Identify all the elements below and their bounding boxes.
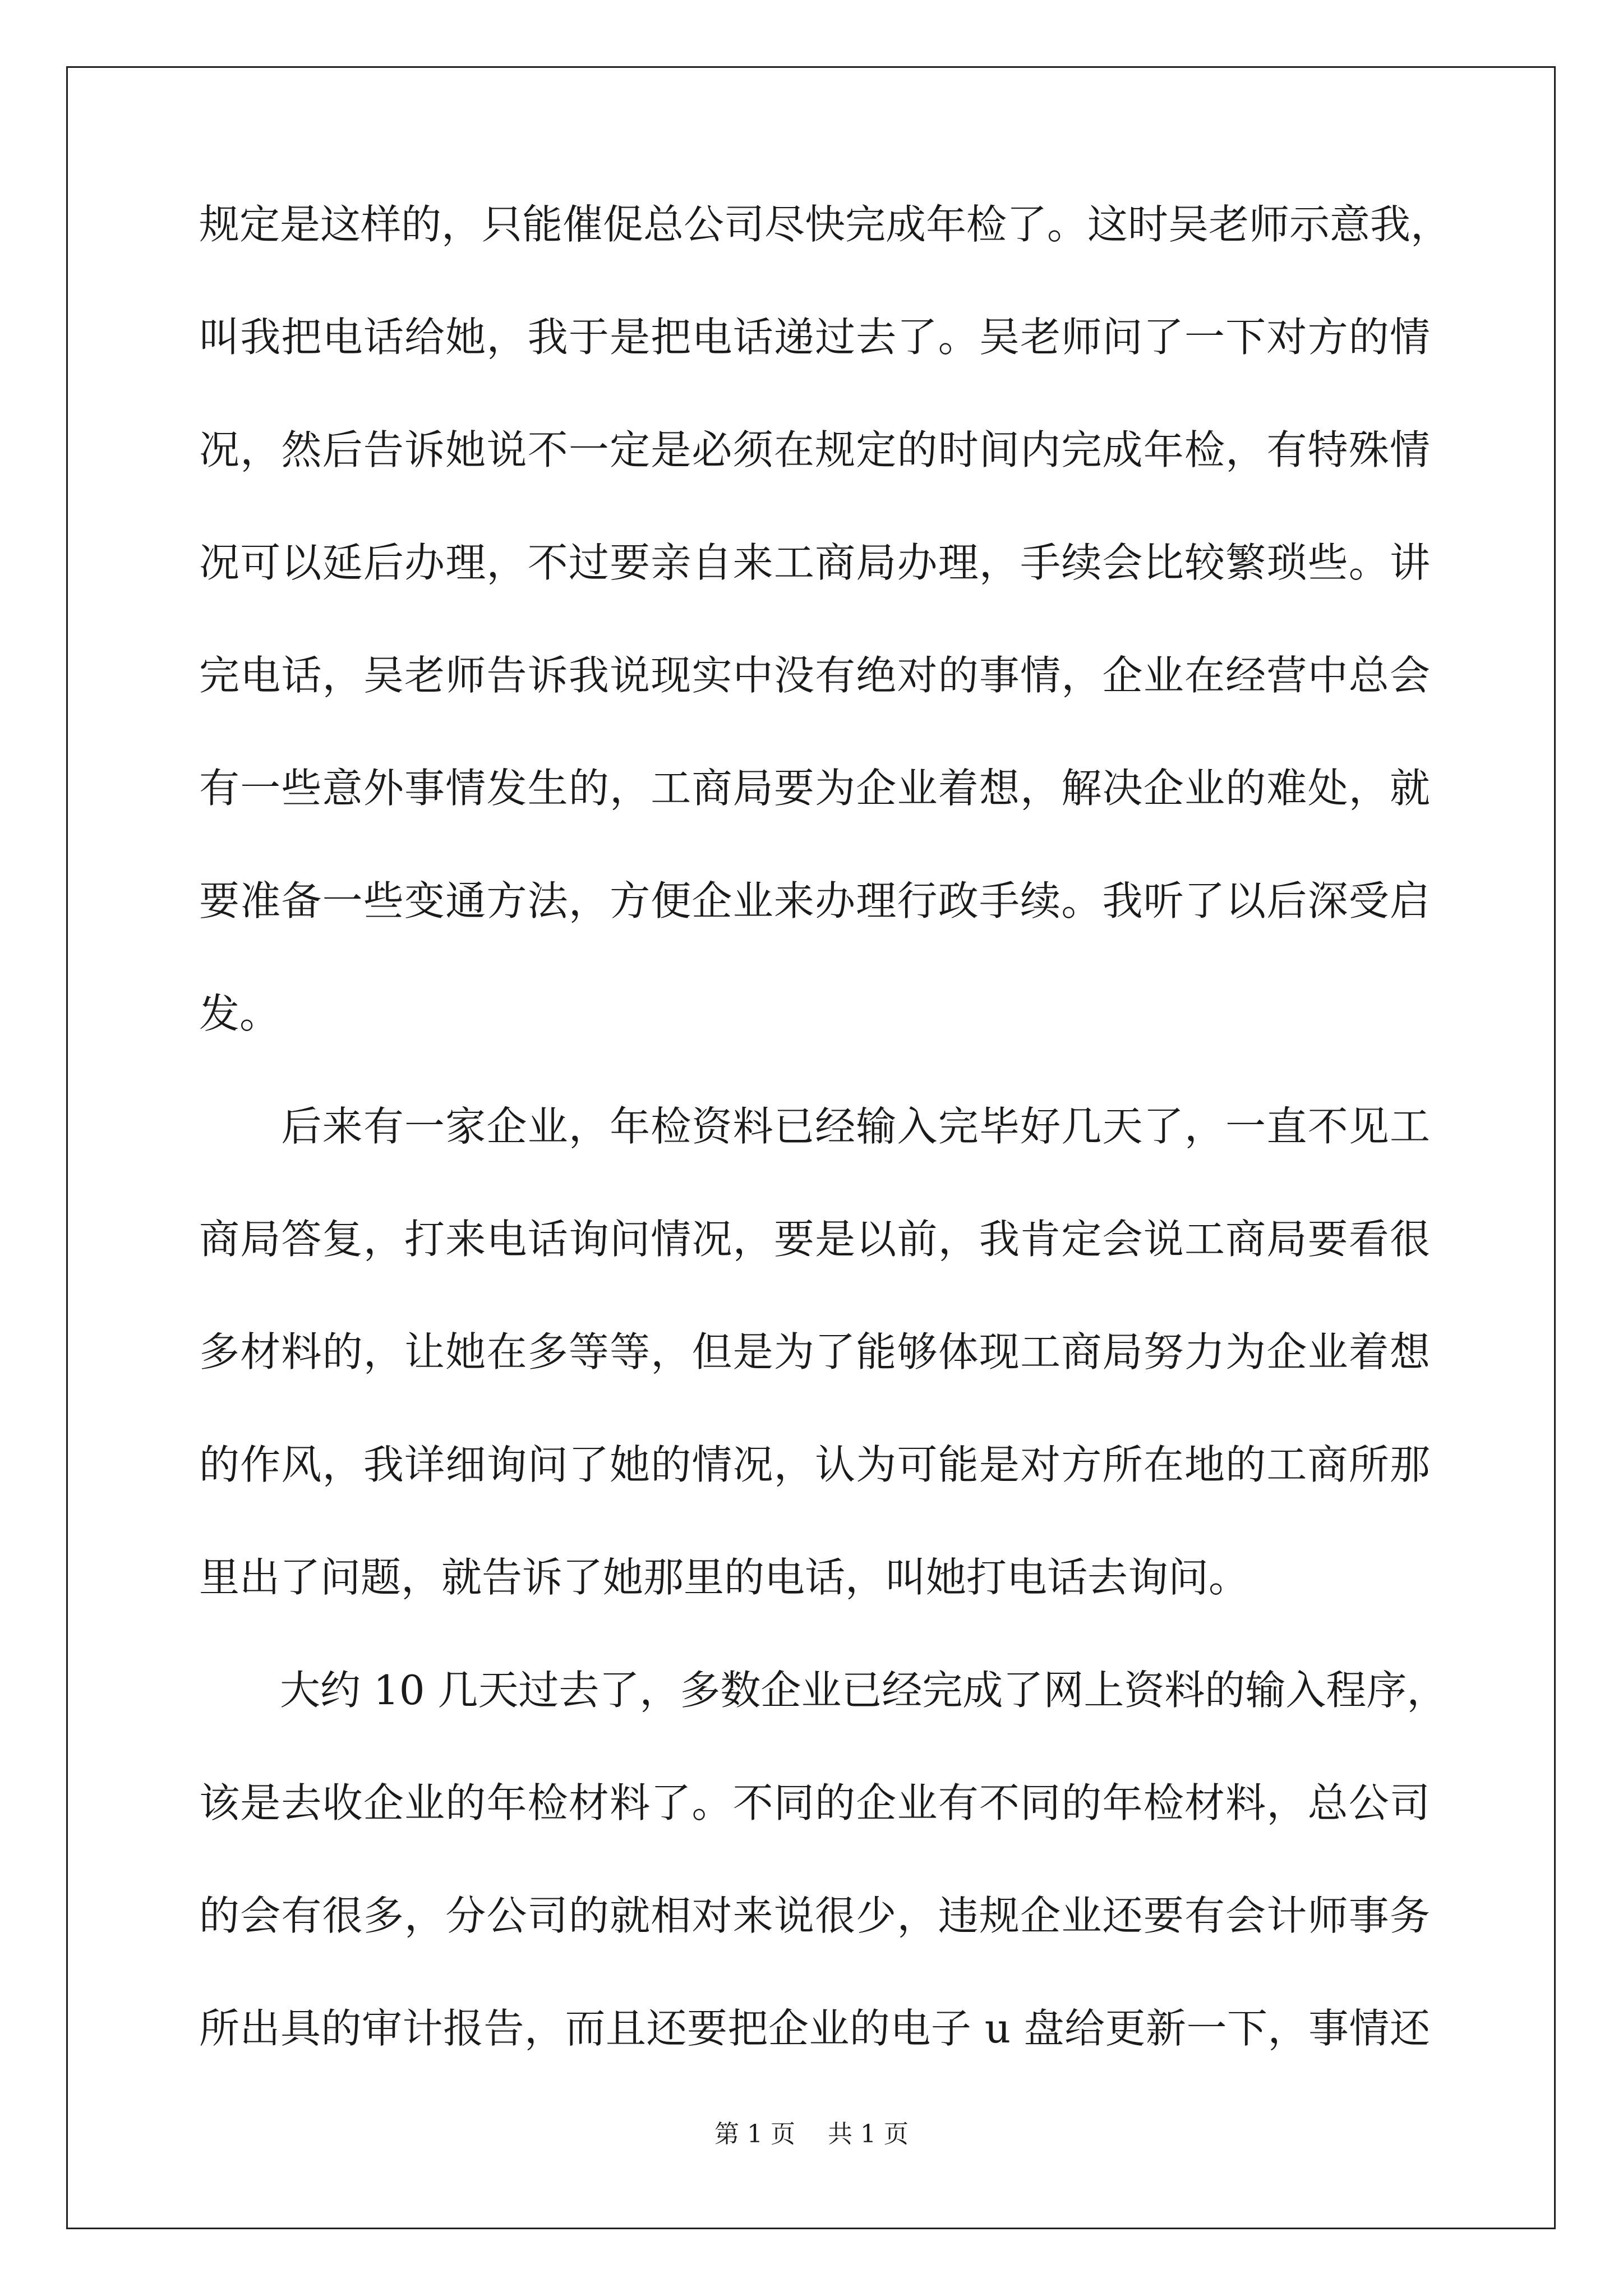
text-line: 后来有一家企业，年检资料已经输入完毕好几天了，一直不见工	[199, 1103, 1430, 1150]
text-line: 发。	[199, 990, 280, 1037]
text-line: 叫我把电话给她，我于是把电话递过去了。吴老师问了一下对方的情	[199, 314, 1430, 361]
text-line: 大约 10 几天过去了，多数企业已经完成了网上资料的输入程序，	[199, 1667, 1447, 1714]
text-line: 规定是这样的，只能催促总公司尽快完成年检了。这时吴老师示意我，	[199, 201, 1451, 248]
text-line: 况可以延后办理，不过要亲自来工商局办理，手续会比较繁琐些。讲	[199, 539, 1430, 586]
text-line: 要准备一些变通方法，方便企业来办理行政手续。我听了以后深受启	[199, 877, 1430, 924]
text-line: 的作风，我详细询问了她的情况，认为可能是对方所在地的工商所那	[199, 1441, 1430, 1488]
text-line: 完电话，吴老师告诉我说现实中没有绝对的事情，企业在经营中总会	[199, 652, 1430, 699]
text-line: 该是去收企业的年检材料了。不同的企业有不同的年检材料，总公司	[199, 1779, 1430, 1826]
text-line: 况，然后告诉她说不一定是必须在规定的时间内完成年检，有特殊情	[199, 426, 1430, 473]
text-line: 商局答复，打来电话询问情况，要是以前，我肯定会说工商局要看很	[199, 1216, 1430, 1263]
text-line: 多材料的，让她在多等等，但是为了能够体现工商局努力为企业着想	[199, 1328, 1430, 1375]
text-line: 所出具的审计报告，而且还要把企业的电子 u 盘给更新一下，事情还	[199, 2005, 1430, 2052]
page-footer: 第 1 页 共 1 页	[714, 2120, 909, 2148]
text-line: 有一些意外事情发生的，工商局要为企业着想，解决企业的难处，就	[199, 765, 1430, 812]
text-line: 里出了问题，就告诉了她那里的电话，叫她打电话去询问。	[199, 1554, 1249, 1601]
text-line: 的会有很多，分公司的就相对来说很少，违规企业还要有会计师事务	[199, 1892, 1430, 1939]
